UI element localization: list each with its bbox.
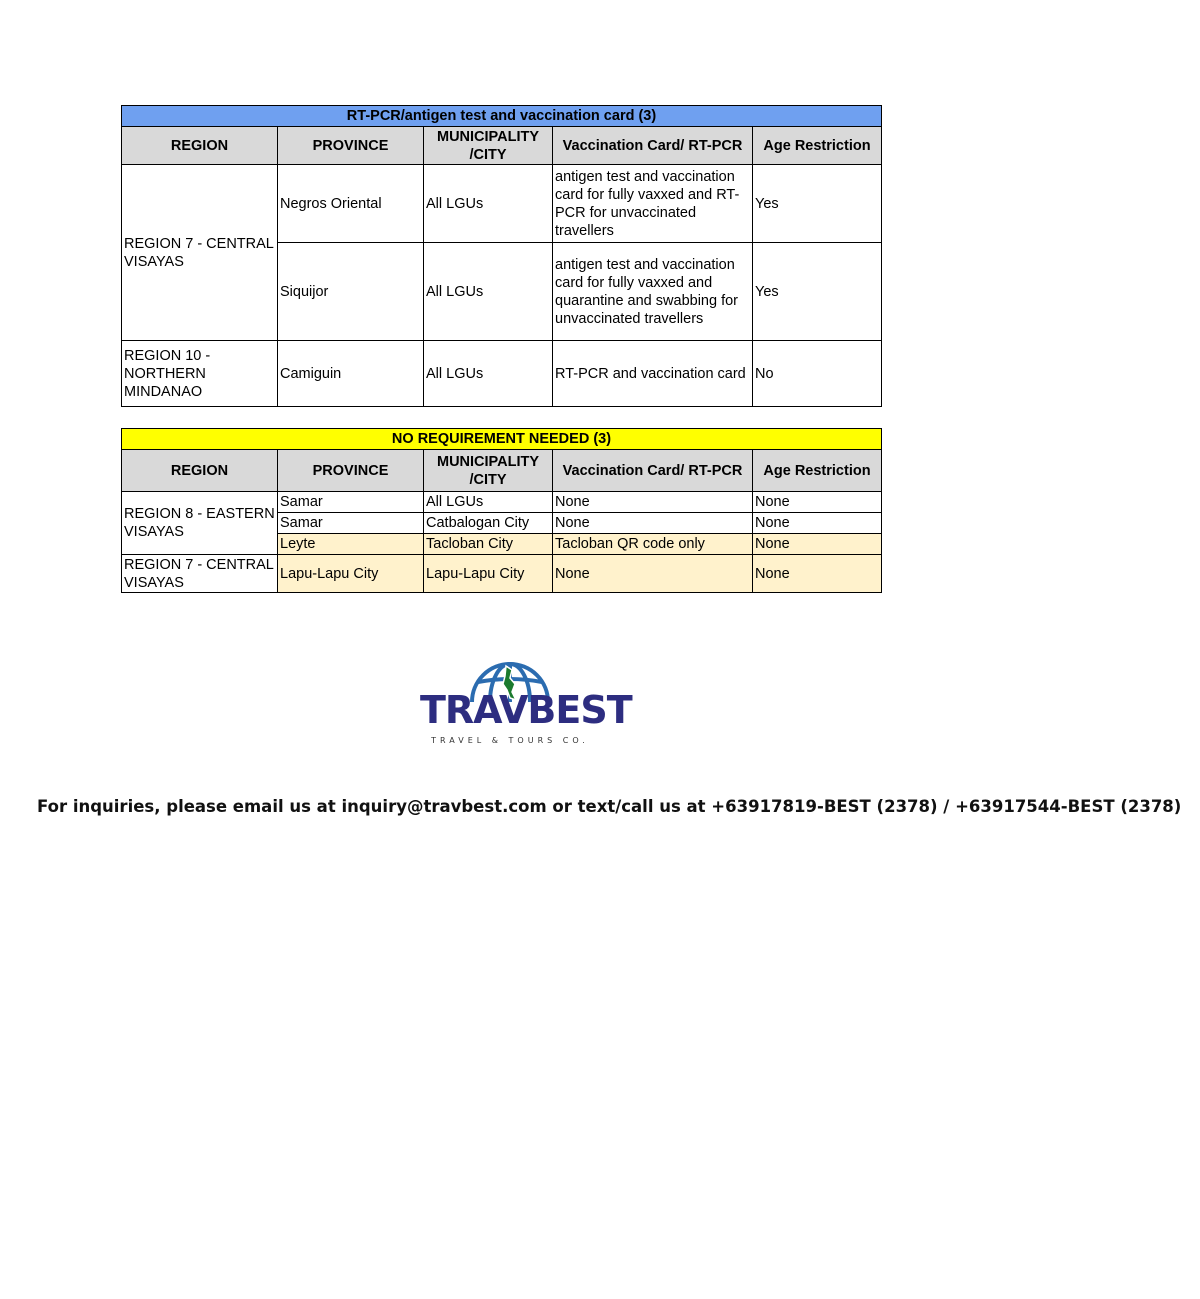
region-cell: REGION 7 - CENTRAL VISAYAS (122, 555, 278, 593)
municipality-cell: Lapu-Lapu City (424, 555, 553, 593)
requirement-cell: None (553, 492, 753, 513)
requirement-cell: RT-PCR and vaccination card (553, 341, 753, 407)
municipality-cell: All LGUs (424, 165, 553, 243)
logo-tagline: TRAVEL & TOURS CO. (431, 736, 589, 745)
table-row (122, 555, 882, 593)
municipality-cell: All LGUs (424, 243, 553, 341)
requirements-table-rtpcr (121, 105, 882, 407)
municipality-cell: All LGUs (424, 492, 553, 513)
province-cell: Lapu-Lapu City (278, 555, 424, 593)
header-province: PROVINCE (278, 450, 424, 492)
requirement-cell: antigen test and vaccination card for fully vaxxed and quarantine and swabbing for unvaccinated travellers (553, 243, 753, 341)
header-region: REGION (122, 450, 278, 492)
age-restriction-cell: Yes (753, 243, 882, 341)
table-title: RT-PCR/antigen test and vaccination card (3) (122, 106, 882, 127)
age-restriction-cell: Yes (753, 165, 882, 243)
age-restriction-cell: No (753, 341, 882, 407)
region-cell: REGION 10 - NORTHERN MINDANAO (122, 341, 278, 407)
age-restriction-cell: None (753, 492, 882, 513)
table-row (122, 165, 882, 243)
region-cell: REGION 7 - CENTRAL VISAYAS (122, 165, 278, 341)
province-cell: Negros Oriental (278, 165, 424, 243)
requirement-cell: Tacloban QR code only (553, 534, 753, 555)
age-restriction-cell: None (753, 555, 882, 593)
municipality-cell: All LGUs (424, 341, 553, 407)
table-title: NO REQUIREMENT NEEDED (3) (122, 429, 882, 450)
age-restriction-cell: None (753, 513, 882, 534)
header-requirement: Vaccination Card/ RT-PCR (553, 127, 753, 165)
province-cell: Samar (278, 492, 424, 513)
requirement-cell: None (553, 555, 753, 593)
header-requirement: Vaccination Card/ RT-PCR (553, 450, 753, 492)
travbest-logo (420, 650, 632, 750)
header-municipality: MUNICIPALITY /CITY (424, 127, 553, 165)
header-region: REGION (122, 127, 278, 165)
table-row (122, 492, 882, 513)
province-cell: Leyte (278, 534, 424, 555)
contact-footer: For inquiries, please email us at inquiry@travbest.com or text/call us at +63917819-BEST (2378) / +63917544-BEST (2378) (37, 797, 1182, 816)
province-cell: Siquijor (278, 243, 424, 341)
region-cell: REGION 8 - EASTERN VISAYAS (122, 492, 278, 555)
table-row (122, 341, 882, 407)
logo-wordmark: TRAVBEST (420, 688, 632, 732)
municipality-cell: Catbalogan City (424, 513, 553, 534)
age-restriction-cell: None (753, 534, 882, 555)
municipality-cell: Tacloban City (424, 534, 553, 555)
header-age-restriction: Age Restriction (753, 450, 882, 492)
requirement-cell: antigen test and vaccination card for fully vaxxed and RT-PCR for unvaccinated travellers (553, 165, 753, 243)
requirement-cell: None (553, 513, 753, 534)
requirements-table-none (121, 428, 882, 593)
header-municipality: MUNICIPALITY /CITY (424, 450, 553, 492)
province-cell: Samar (278, 513, 424, 534)
header-age-restriction: Age Restriction (753, 127, 882, 165)
province-cell: Camiguin (278, 341, 424, 407)
header-province: PROVINCE (278, 127, 424, 165)
